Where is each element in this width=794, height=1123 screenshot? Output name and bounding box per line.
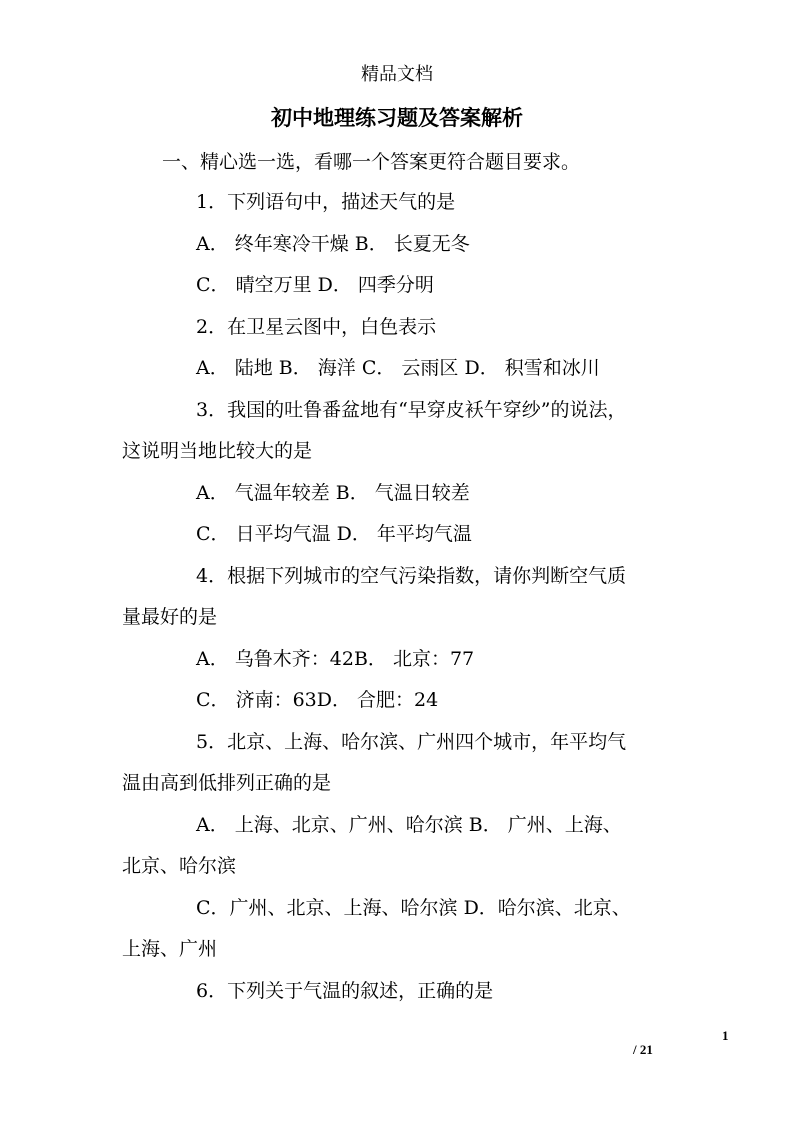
question-3: 3．我国的吐鲁番盆地有“早穿皮袄午穿纱”的说法， <box>196 399 627 421</box>
question-5-options-ab: A． 上海、北京、广州、哈尔滨 B． 广州、上海、 <box>196 814 622 836</box>
question-6: 6．下列关于气温的叙述，正确的是 <box>196 980 494 1002</box>
question-1-options-ab: A． 终年寒冷干燥 B． 长夏无冬 <box>196 233 470 255</box>
page-number: 1 <box>722 1028 729 1043</box>
section-heading: 一、精心选一选，看哪一个答案更符合题目要求。 <box>162 151 581 173</box>
question-3-continued: 这说明当地比较大的是 <box>122 440 313 462</box>
question-2: 2．在卫星云图中，白色表示 <box>196 316 437 338</box>
page-header: 精品文档 <box>361 64 433 85</box>
question-3-options-cd: C． 日平均气温 D． 年平均气温 <box>196 523 472 545</box>
page-total: / 21 <box>633 1042 653 1057</box>
question-5-options-cd: C．广州、北京、上海、哈尔滨 D．哈尔滨、北京、 <box>196 897 631 919</box>
question-3-options-ab: A． 气温年较差 B． 气温日较差 <box>196 482 470 504</box>
question-4: 4．根据下列城市的空气污染指数，请你判断空气质 <box>196 565 627 587</box>
question-1: 1．下列语句中，描述天气的是 <box>196 191 456 213</box>
question-4-options-cd: C． 济南：63D． 合肥：24 <box>196 689 439 711</box>
question-5-options-cd-continued: 上海、广州 <box>122 938 218 960</box>
question-1-options-cd: C． 晴空万里 D． 四季分明 <box>196 274 434 296</box>
question-2-options: A． 陆地 B． 海洋 C． 云雨区 D． 积雪和冰川 <box>196 357 600 379</box>
question-5: 5．北京、上海、哈尔滨、广州四个城市，年平均气 <box>196 731 627 753</box>
question-5-continued: 温由高到低排列正确的是 <box>122 772 332 794</box>
question-4-continued: 量最好的是 <box>122 606 218 628</box>
question-5-options-ab-continued: 北京、哈尔滨 <box>122 855 237 877</box>
question-4-options-ab: A． 乌鲁木齐：42B． 北京：77 <box>196 648 475 670</box>
document-title: 初中地理练习题及答案解析 <box>271 105 523 130</box>
